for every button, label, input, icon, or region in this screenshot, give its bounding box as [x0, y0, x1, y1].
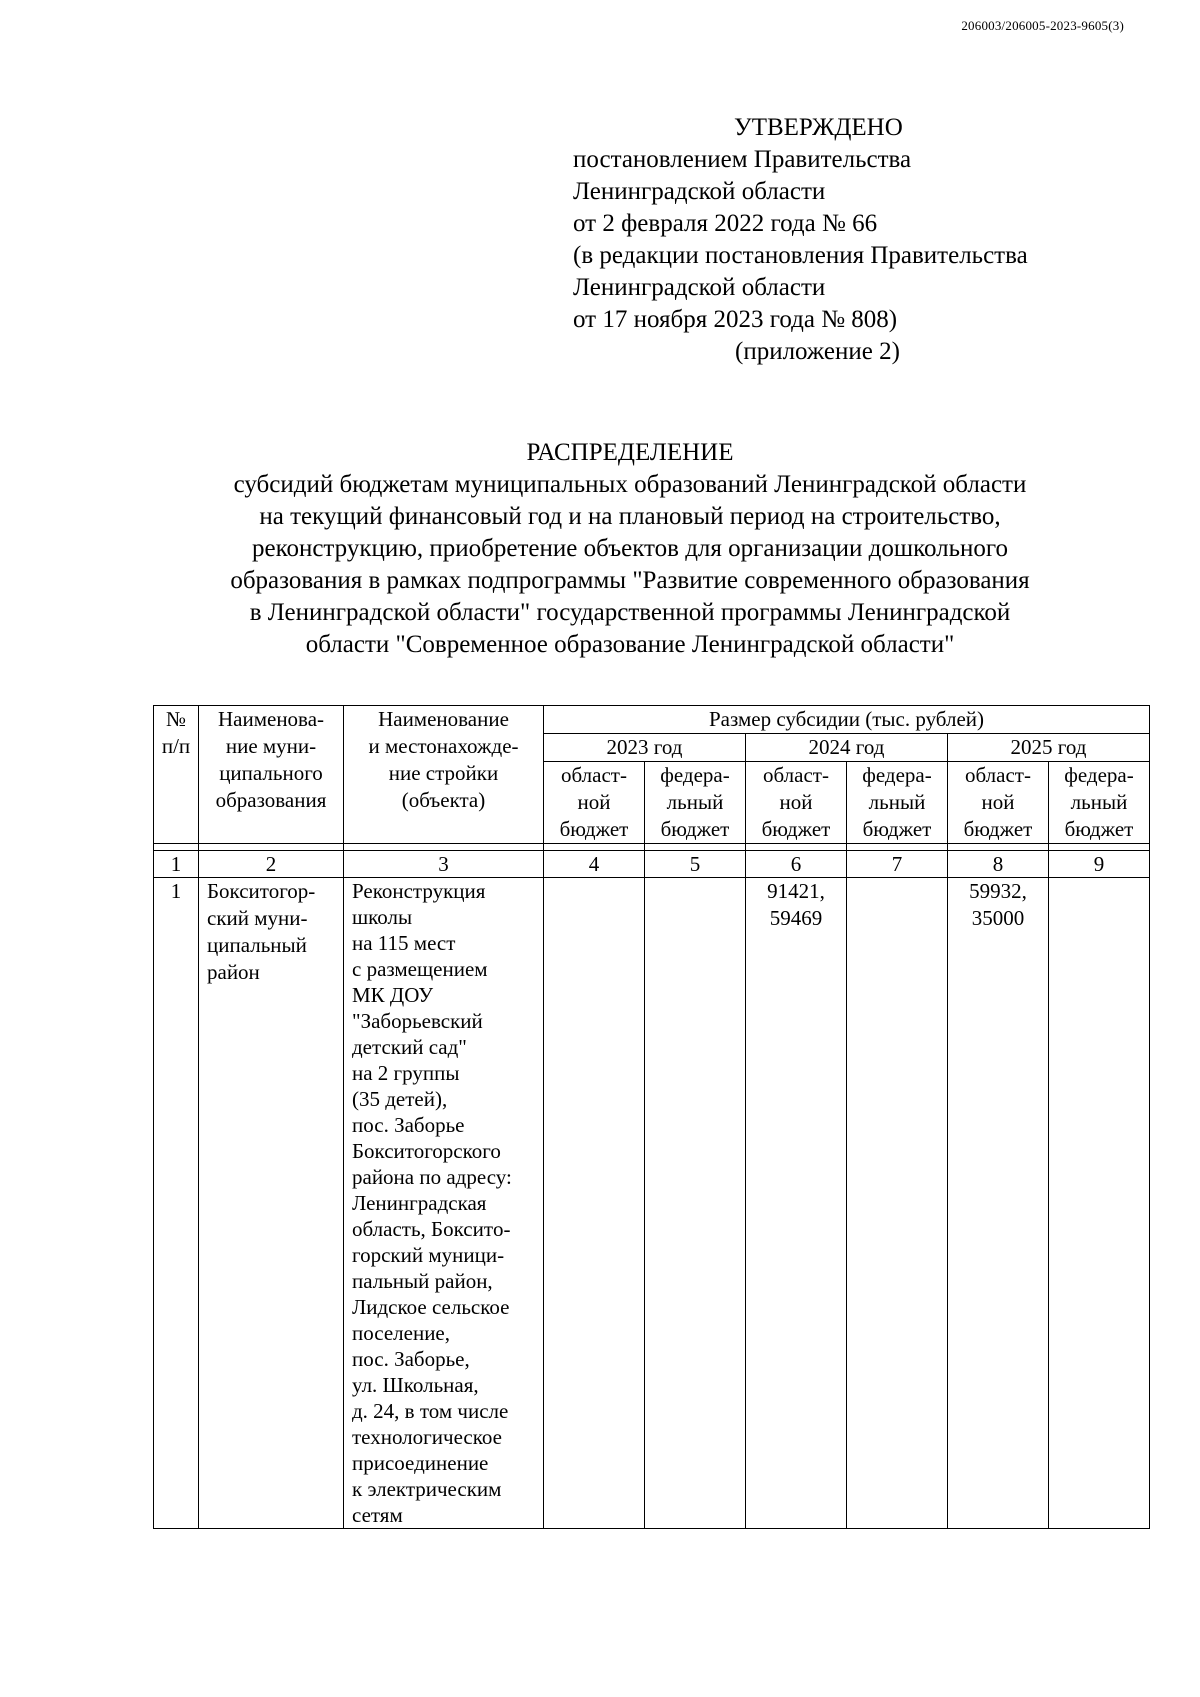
row-2024-federal	[847, 878, 948, 1529]
title-line: образования в рамках подпрограммы "Развитие современного образования	[230, 567, 1030, 594]
column-number: 1	[154, 851, 199, 878]
document-registration-code: 206003/206005-2023-9605(3)	[961, 18, 1124, 33]
table-header-row	[154, 706, 1150, 734]
header-subsidy-size: Размер субсидии (тыс. рублей)	[544, 706, 1150, 734]
header-federal-budget: федера- льный бюджет	[645, 762, 746, 844]
header-regional-budget: област- ной бюджет	[948, 762, 1049, 844]
column-number: 7	[847, 851, 948, 878]
title-line: области "Современное образование Ленинградской области"	[305, 631, 955, 658]
approval-line: Ленинградской области	[573, 178, 826, 205]
header-municipality: Наименова- ние муни- ципального образования	[199, 706, 344, 844]
row-2025-federal	[1049, 878, 1150, 1529]
approval-stamp	[573, 112, 1133, 368]
approval-line: (в редакции постановления Правительства	[573, 242, 1028, 269]
header-federal-budget: федера- льный бюджет	[847, 762, 948, 844]
row-2023-regional	[544, 878, 645, 1529]
document-title	[100, 437, 1160, 661]
approval-heading: УТВЕРЖДЕНО	[734, 114, 903, 141]
row-2025-regional: 59932, 35000	[948, 878, 1049, 1529]
header-regional-budget: област- ной бюджет	[746, 762, 847, 844]
column-number: 3	[344, 851, 544, 878]
column-number: 9	[1049, 851, 1150, 878]
column-number: 4	[544, 851, 645, 878]
header-federal-budget: федера- льный бюджет	[1049, 762, 1150, 844]
header-object: Наименование и местонахожде- ние стройки (объекта)	[344, 706, 544, 844]
header-regional-budget: област- ной бюджет	[544, 762, 645, 844]
title-line: субсидий бюджетам муниципальных образований Ленинградской области	[233, 471, 1027, 498]
approval-line: постановлением Правительства	[573, 146, 912, 173]
row-2023-federal	[645, 878, 746, 1529]
column-number-row	[154, 851, 1150, 878]
column-number: 6	[746, 851, 847, 878]
row-municipality: Бокситогор- ский муни- ципальный район	[199, 878, 344, 1529]
title-line: на текущий финансовый год и на плановый период на строительство,	[259, 503, 1001, 530]
row-2024-regional: 91421, 59469	[746, 878, 847, 1529]
header-num: № п/п	[154, 706, 199, 844]
row-object: Реконструкция школы на 115 мест с размещением МК ДОУ "Заборьевский детский сад" на 2 группы (35 детей), пос. Заборье Бокситогорского района по адресу: Ленинградская область, Бокситo- горский муници- пальный район, Лидское сельское поселение, пос. Заборье, ул. Школьная, д. 24, в том числе технологическое присоединение к электрическим сетям	[344, 878, 544, 1529]
table-row	[154, 878, 1150, 1529]
header-year-2023: 2023 год	[544, 734, 746, 762]
approval-line: от 2 февраля 2022 года № 66	[573, 210, 878, 237]
header-year-2025: 2025 год	[948, 734, 1150, 762]
column-number: 8	[948, 851, 1049, 878]
approval-line: от 17 ноября 2023 года № 808)	[573, 306, 898, 333]
column-number: 5	[645, 851, 746, 878]
table-gap-row	[154, 844, 1150, 851]
title-line: реконструкцию, приобретение объектов для организации дошкольного	[251, 535, 1009, 562]
row-num: 1	[154, 878, 199, 1529]
header-year-2024: 2024 год	[746, 734, 948, 762]
approval-annex: (приложение 2)	[735, 338, 900, 365]
title-heading: РАСПРЕДЕЛЕНИЕ	[526, 439, 734, 466]
column-number: 2	[199, 851, 344, 878]
title-line: в Ленинградской области" государственной программы Ленинградской	[249, 599, 1011, 626]
subsidy-distribution-table	[153, 705, 1150, 1529]
approval-line: Ленинградской области	[573, 274, 826, 301]
